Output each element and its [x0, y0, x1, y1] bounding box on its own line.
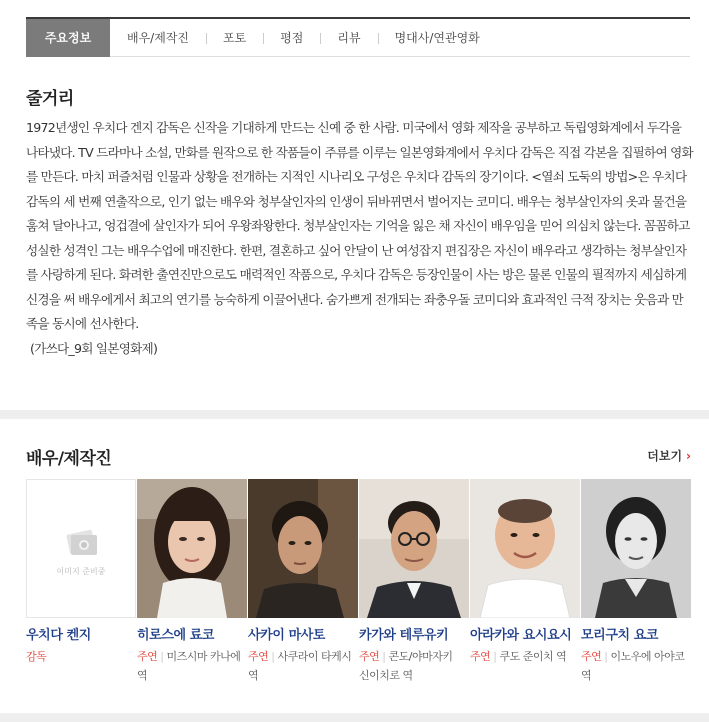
cast-card[interactable]	[470, 479, 581, 685]
tab-photos[interactable]: 포토	[206, 19, 263, 57]
cast-card[interactable]	[137, 479, 248, 685]
tab-reviews[interactable]: 리뷰	[320, 19, 377, 57]
movie-tabs	[26, 17, 690, 57]
role-separator: |	[604, 650, 608, 663]
more-cast-link[interactable]	[647, 447, 691, 464]
cast-card[interactable]	[248, 479, 359, 685]
cast-card[interactable]	[359, 479, 470, 685]
chevron-right-icon: ›	[686, 449, 691, 463]
cast-photo[interactable]	[359, 479, 469, 618]
section-divider	[0, 713, 709, 722]
role-separator: |	[493, 650, 497, 663]
role-detail: 콘도/야마자키 신이치로 역	[359, 650, 453, 682]
cast-card[interactable]	[26, 479, 137, 685]
role-kind: 주연	[470, 650, 491, 663]
cast-photo[interactable]	[248, 479, 358, 618]
cast-card[interactable]	[581, 479, 692, 685]
more-label: 더보기	[647, 449, 683, 463]
cast-role	[26, 647, 132, 666]
role-detail: 미즈시마 카나에 역	[137, 650, 241, 682]
cast-photo[interactable]	[470, 479, 580, 618]
role-detail: 이노우에 아야코 역	[581, 650, 685, 682]
tab-cast-crew[interactable]: 배우/제작진	[127, 31, 190, 45]
portrait-image	[470, 479, 580, 618]
cast-name[interactable]: 히로스에 료코	[137, 628, 215, 643]
image-placeholder-icon	[65, 529, 99, 557]
no-image-placeholder[interactable]	[26, 479, 136, 618]
role-kind: 감독	[26, 650, 47, 663]
portrait-image	[137, 479, 247, 618]
role-kind: 주연	[137, 650, 158, 663]
role-kind: 주연	[359, 650, 380, 663]
cast-role	[359, 647, 465, 685]
cast-role	[248, 647, 354, 685]
role-kind: 주연	[581, 650, 602, 663]
cast-list	[26, 479, 692, 685]
tab-main-info[interactable]: 주요정보	[26, 19, 110, 57]
cast-name[interactable]: 사카이 마사토	[248, 628, 326, 643]
cast-role	[470, 647, 576, 666]
role-detail: 사쿠라이 타케시 역	[248, 650, 352, 682]
role-kind: 주연	[248, 650, 269, 663]
role-separator: |	[160, 650, 164, 663]
synopsis-body: 1972년생인 우치다 겐지 감독은 신작을 기대하게 만드는 신예 중 한 사람. 미국에서 영화 제작을 공부하고 독립영화계에서 두각을 나타냈다. TV 드라마나 소설, 만화를 원작으로 한 작품들이 주류를 이루는 일본영화계에서 우치다 감독은 직접 각본을 집필하여 영화를 만든다. 마치 퍼즐처럼 인물과 상황을 전개하는 지적인 시나리오 구성은 우치다 감독의 장기이다. <열쇠 도둑의 방법>은 우치다 감독의 세 번째 연출작으로, 인기 없는 배우와 청부살인자의 인생이 뒤바뀌면서 벌어지는 코미디. 배우는 청부살인자의 옷과 물건을 훔쳐 달아나고, 엉겁결에 살인자가 되어 우왕좌왕한다. 청부살인자는 기억을 잃은 채 자신이 배우임을 믿어 의심치 않는다. 꼼꼼하고 성실한 성격인 그는 배우수업에 매진한다. 한편, 결혼하고 싶어 안달이 난 여성잡지 편집장은 자신이 배우라고 생각하는 청부살인자를 사랑하게 된다. 화려한 출연진만으로도 매력적인 작품으로, 우치다 감독은 등장인물이 사는 방은 물론 인물의 필적까지 세심하게 신경을 써 배우에게서 최고의 연기를 능숙하게 이끌어낸다. 숨가쁘게 전개되는 좌충우돌 코미디와 효과적인 극적 장치는 웃음과 만족을 동시에 선사한다.	[26, 120, 693, 331]
role-separator: |	[382, 650, 386, 663]
cast-name[interactable]: 아라카와 요시요시	[470, 628, 572, 643]
cast-photo[interactable]	[137, 479, 247, 618]
role-separator: |	[271, 650, 275, 663]
cast-photo[interactable]	[581, 479, 691, 618]
tab-ratings[interactable]: 평점	[263, 19, 320, 57]
tab-quotes-related[interactable]: 명대사/연관영화	[378, 19, 497, 57]
role-detail: 쿠도 준이치 역	[499, 650, 567, 663]
cast-section-title: 배우/제작진	[26, 449, 112, 469]
cast-name[interactable]: 카가와 테루유키	[359, 628, 449, 643]
synopsis-title: 줄거리	[26, 89, 74, 109]
cast-role	[137, 647, 243, 685]
synopsis-text	[26, 116, 694, 361]
cast-role	[581, 647, 687, 685]
portrait-image	[359, 479, 469, 618]
portrait-image	[248, 479, 358, 618]
placeholder-text: 이미지 준비중	[56, 567, 106, 576]
cast-name[interactable]: 우치다 켄지	[26, 628, 91, 643]
synopsis-source: (가쓰다_9회 일본영화제)	[30, 340, 158, 356]
portrait-image	[581, 479, 691, 618]
cast-name[interactable]: 모리구치 요코	[581, 628, 659, 643]
section-divider	[0, 410, 709, 419]
